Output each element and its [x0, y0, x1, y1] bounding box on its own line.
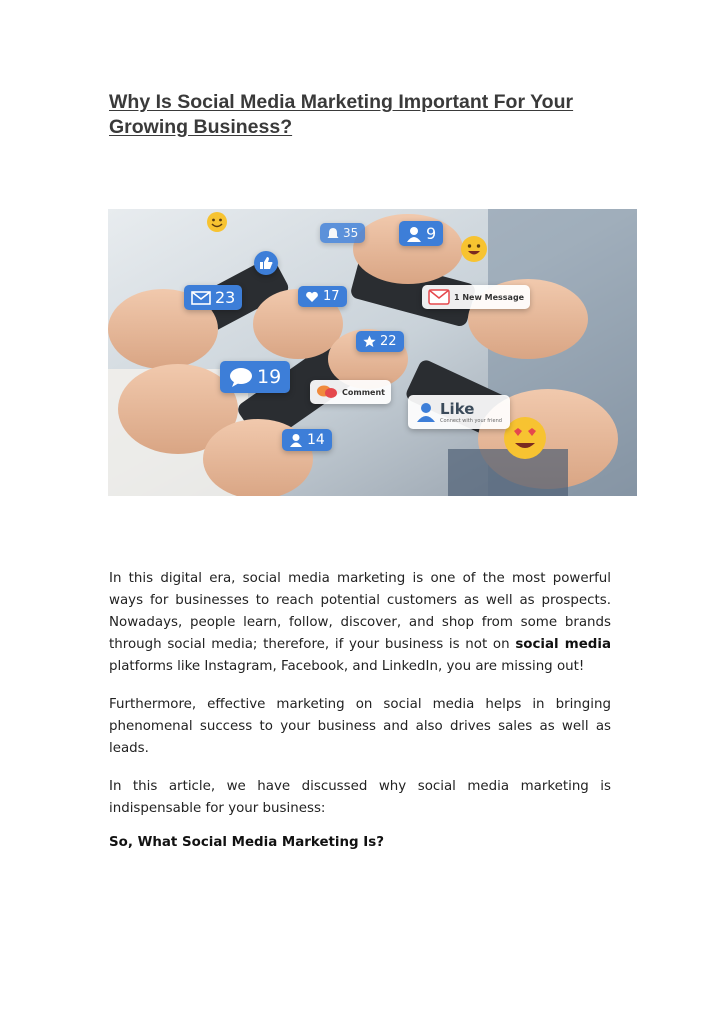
email-badge: [184, 285, 242, 310]
like-label: Like: [440, 400, 475, 418]
bell-icon: [327, 227, 339, 240]
chat-count: 19: [257, 366, 282, 388]
intro-text-start: In this digital era, social media marketing is one of the most powerful ways for businesses to reach potential customers as well as prospects. Nowadays, people learn, follow, discover, and shop from some brands through social media; therefore, if your business is not on: [109, 571, 611, 652]
article-body: [109, 568, 611, 854]
thumbs-up-badge: [254, 251, 278, 275]
chat-icon: [229, 367, 253, 387]
star-badge: [356, 331, 404, 352]
comment-label: Comment: [342, 387, 385, 397]
star-count: 22: [380, 334, 397, 349]
hero-photo-background: [108, 209, 637, 496]
heart-count: 17: [323, 289, 340, 304]
bell-badge: [320, 223, 365, 243]
email-count: 23: [215, 288, 236, 307]
third-paragraph: In this article, we have discussed why social media marketing is indispensable for your business:: [109, 779, 611, 816]
user-count-top: 9: [426, 224, 437, 243]
new-message-badge: [422, 285, 530, 309]
emoji-icon: [206, 211, 228, 233]
user-badge-bottom: [282, 429, 332, 451]
social-media-bold: social media: [515, 637, 612, 652]
user-count-bottom: 14: [307, 432, 325, 448]
second-paragraph: Furthermore, effective marketing on social media helps in bringing phenomenal success to your business and also drives sales as well as leads.: [109, 697, 611, 756]
emoji-icon: [460, 235, 488, 263]
page-title: Why Is Social Media Marketing Important For Your Growing Business?: [109, 91, 574, 138]
new-message-label: 1 New Message: [454, 292, 525, 302]
comment-badge: [310, 380, 391, 404]
section-subheading: So, What Social Media Marketing Is?: [109, 835, 385, 850]
bell-count: 35: [343, 226, 359, 240]
user-badge-top: [399, 221, 443, 246]
heart-badge: [298, 286, 347, 307]
intro-text-end: platforms like Instagram, Facebook, and LinkedIn, you are missing out!: [109, 659, 585, 674]
user-icon: [289, 433, 303, 447]
message-icon: [428, 289, 450, 305]
user-icon: [416, 402, 436, 422]
star-icon: [363, 335, 376, 348]
thumbs-up-icon: [259, 256, 273, 270]
user-icon: [406, 226, 422, 242]
hero-image: [108, 209, 637, 496]
like-card: [408, 395, 510, 429]
comment-icon: [316, 384, 338, 400]
like-subtext: Connect with your friend: [440, 418, 502, 424]
heart-icon: [305, 291, 319, 303]
email-icon: [191, 291, 211, 305]
chat-badge: [220, 361, 290, 393]
intro-paragraph: [109, 568, 611, 678]
